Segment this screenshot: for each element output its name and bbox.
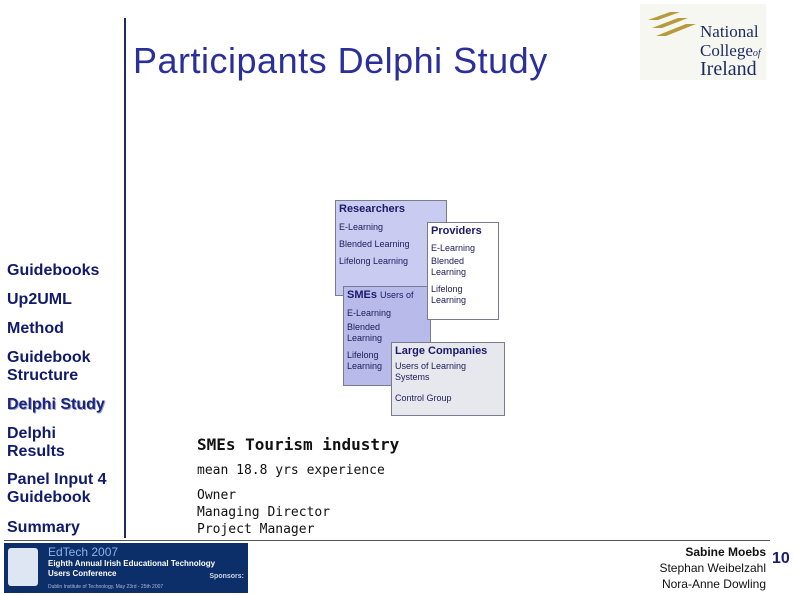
nav-item-delphi-study[interactable]: Delphi Study <box>7 396 105 413</box>
vertical-rule <box>124 18 126 538</box>
author-name: Sabine Moebs <box>685 545 766 559</box>
smes-item: Lifelong Learning <box>347 350 383 371</box>
banner-line2: Users Conference <box>48 569 117 578</box>
edtech-banner <box>4 543 248 593</box>
banner-line1: Eighth Annual Irish Educational Technology <box>48 559 216 568</box>
researchers-item: Blended Learning <box>339 239 410 249</box>
slide-title: Participants Delphi Study <box>133 40 548 81</box>
role-item: Project Manager <box>197 522 315 537</box>
nav-item-guidebooks[interactable]: Guidebooks <box>7 262 100 279</box>
stakeholder-diagram <box>335 200 507 418</box>
nav-item-guidebook-structure[interactable]: Guidebook Structure <box>7 349 91 384</box>
experience-text: mean 18.8 yrs experience <box>197 463 385 478</box>
logo-line2: Collegeof <box>700 41 761 60</box>
nav-item-method[interactable]: Method <box>7 320 64 337</box>
nav-item-delphi-results[interactable]: Delphi Results <box>7 425 65 460</box>
role-item: Managing Director <box>197 505 331 520</box>
providers-item: Lifelong Learning <box>431 284 467 305</box>
role-item: Owner <box>197 488 237 503</box>
nav-item-up2uml[interactable]: Up2UML <box>7 291 72 308</box>
logo-line3: Ireland <box>700 58 757 80</box>
author-name: Nora-Anne Dowling <box>661 577 766 591</box>
large-companies-item: Control Group <box>395 393 452 403</box>
providers-item: E-Learning <box>431 243 476 253</box>
smes-title: SMEs Users of <box>347 289 414 301</box>
college-logo <box>640 4 766 80</box>
large-companies-box <box>391 342 505 416</box>
smes-item: Blended Learning <box>347 322 383 343</box>
banner-footer: Dublin Institute of Technology, May 23rd - 25th 2007 <box>48 584 164 590</box>
nav-item-panel-input[interactable]: Panel Input 4 Guidebook <box>7 471 107 506</box>
researchers-title: Researchers <box>339 203 406 215</box>
smes-item: E-Learning <box>347 308 392 318</box>
providers-box <box>427 222 499 320</box>
ncirl-swoosh-icon <box>646 10 700 40</box>
banner-title: EdTech 2007 <box>48 545 119 559</box>
researchers-item: E-Learning <box>339 222 384 232</box>
providers-title: Providers <box>431 225 482 237</box>
page-number: 10 <box>772 550 790 567</box>
footer-rule <box>4 540 770 541</box>
nav-item-summary[interactable]: Summary <box>7 519 80 536</box>
content-heading: SMEs Tourism industry <box>197 435 400 454</box>
large-companies-item: Users of Learning Systems <box>395 361 467 382</box>
banner-sponsors: Sponsors: <box>209 573 244 580</box>
author-name: Stephan Weibelzahl <box>659 561 766 575</box>
researchers-item: Lifelong Learning <box>339 256 409 266</box>
large-companies-title: Large Companies <box>395 345 488 357</box>
logo-line1: National <box>700 22 759 41</box>
dit-crest-icon <box>8 548 38 586</box>
authors-block <box>659 544 766 592</box>
providers-item: Blended Learning <box>431 256 467 277</box>
